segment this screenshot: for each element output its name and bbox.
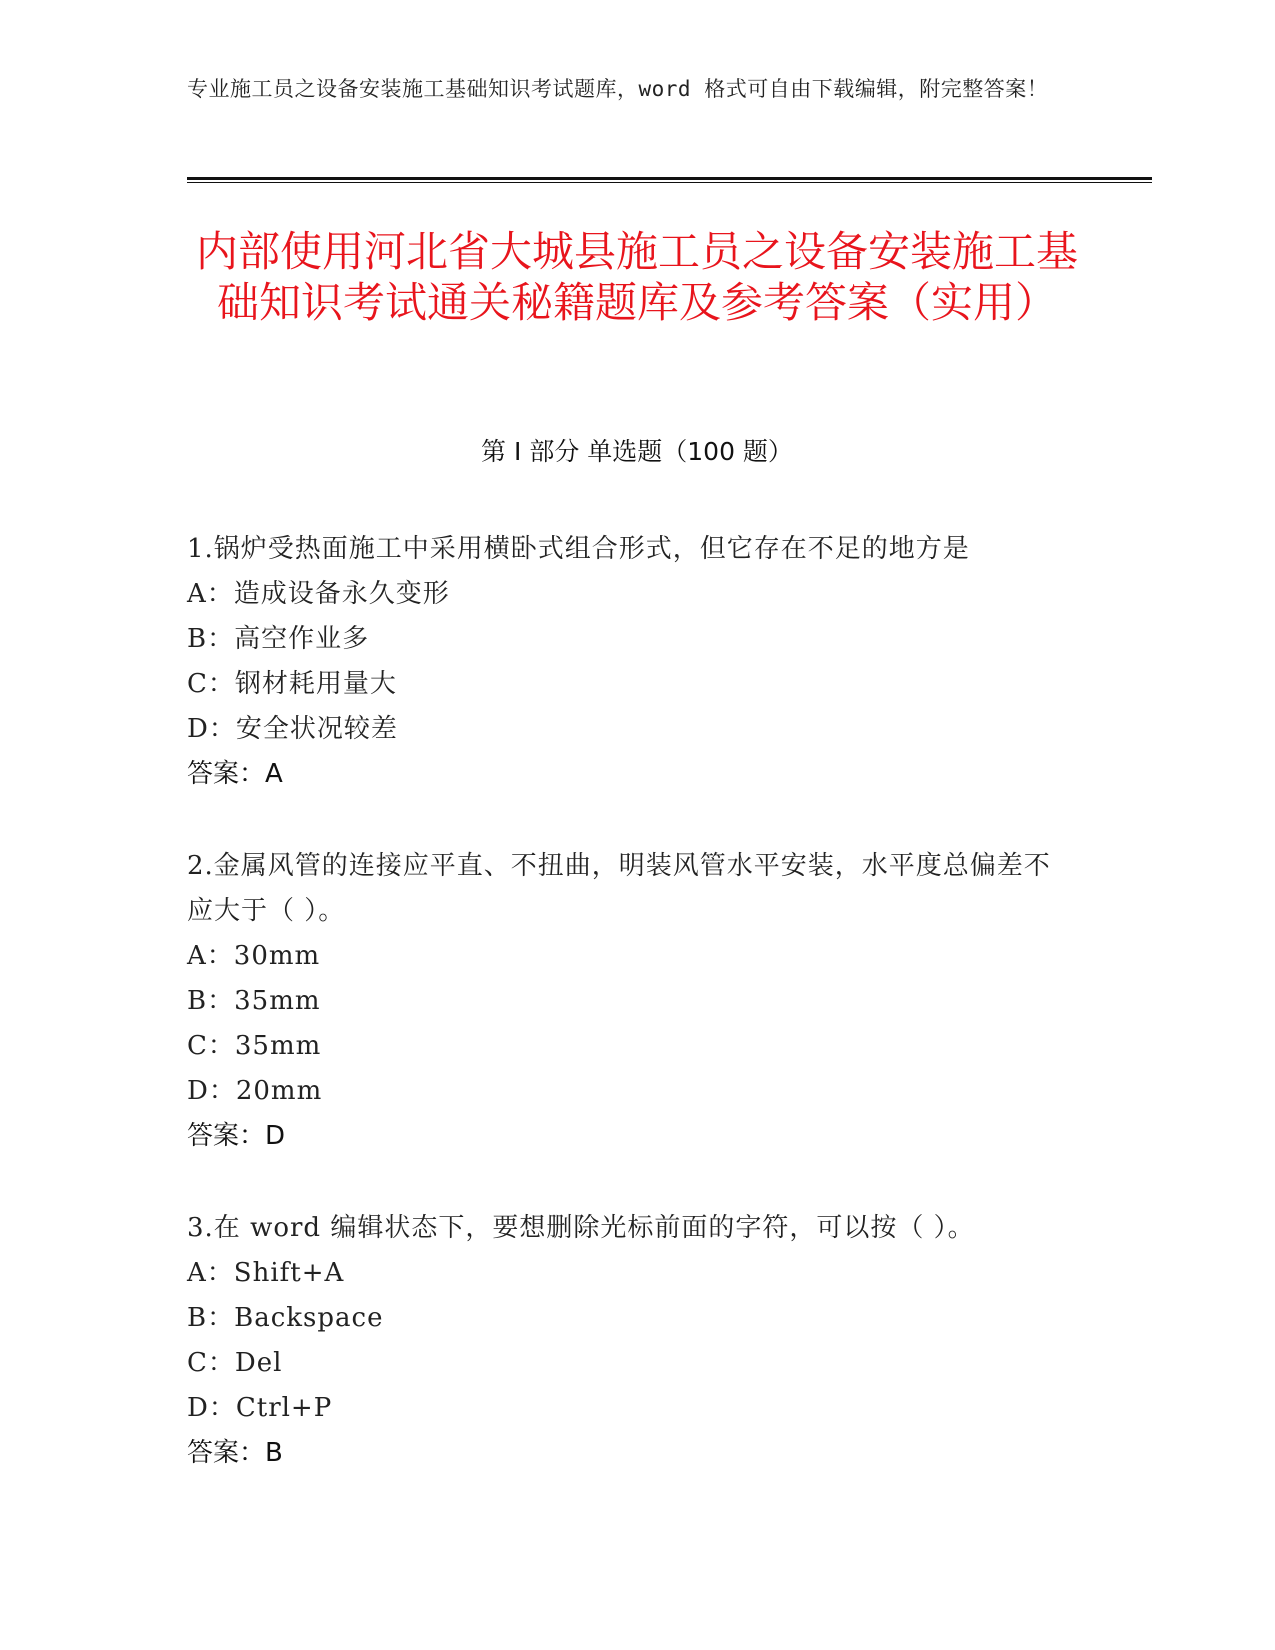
header-rule-thick xyxy=(187,177,1152,180)
option-c: C：Del xyxy=(187,1348,283,1378)
option-d: D：Ctrl+P xyxy=(187,1393,333,1423)
option-c: C：35mm xyxy=(187,1031,322,1061)
answer: 答案：A xyxy=(187,759,283,789)
option-a: A：造成设备永久变形 xyxy=(187,579,450,609)
option-d: D：20mm xyxy=(187,1076,323,1106)
option-a: A：Shift+A xyxy=(187,1258,345,1288)
answer: 答案：D xyxy=(187,1121,286,1151)
question-3 xyxy=(187,1206,1067,1476)
option-d: D：安全状况较差 xyxy=(187,714,398,744)
answer: 答案：B xyxy=(187,1438,283,1468)
option-b: B：Backspace xyxy=(187,1303,384,1333)
option-c: C：钢材耗用量大 xyxy=(187,669,397,699)
question-2 xyxy=(187,844,1067,1159)
section-title: 第 I 部分 单选题（100 题） xyxy=(481,437,793,466)
document-title: 内部使用河北省大城县施工员之设备安装施工基础知识考试通关秘籍题库及参考答案（实用） xyxy=(195,227,1078,327)
question-stem: 3.在 word 编辑状态下，要想删除光标前面的字符，可以按（ ）。 xyxy=(187,1213,975,1243)
header-note: 专业施工员之设备安装施工基础知识考试题库，word 格式可自由下载编辑，附完整答案！ xyxy=(187,77,1049,101)
question-stem: 1.锅炉受热面施工中采用横卧式组合形式，但它存在不足的地方是 xyxy=(187,534,970,564)
option-b: B：35mm xyxy=(187,986,321,1016)
question-1 xyxy=(187,527,1067,797)
option-b: B：高空作业多 xyxy=(187,624,370,654)
question-stem: 2.金属风管的连接应平直、不扭曲，明装风管水平安装，水平度总偏差不应大于（ ）。 xyxy=(187,851,1051,926)
option-a: A：30mm xyxy=(187,941,321,971)
header-rule-thin xyxy=(187,182,1152,183)
